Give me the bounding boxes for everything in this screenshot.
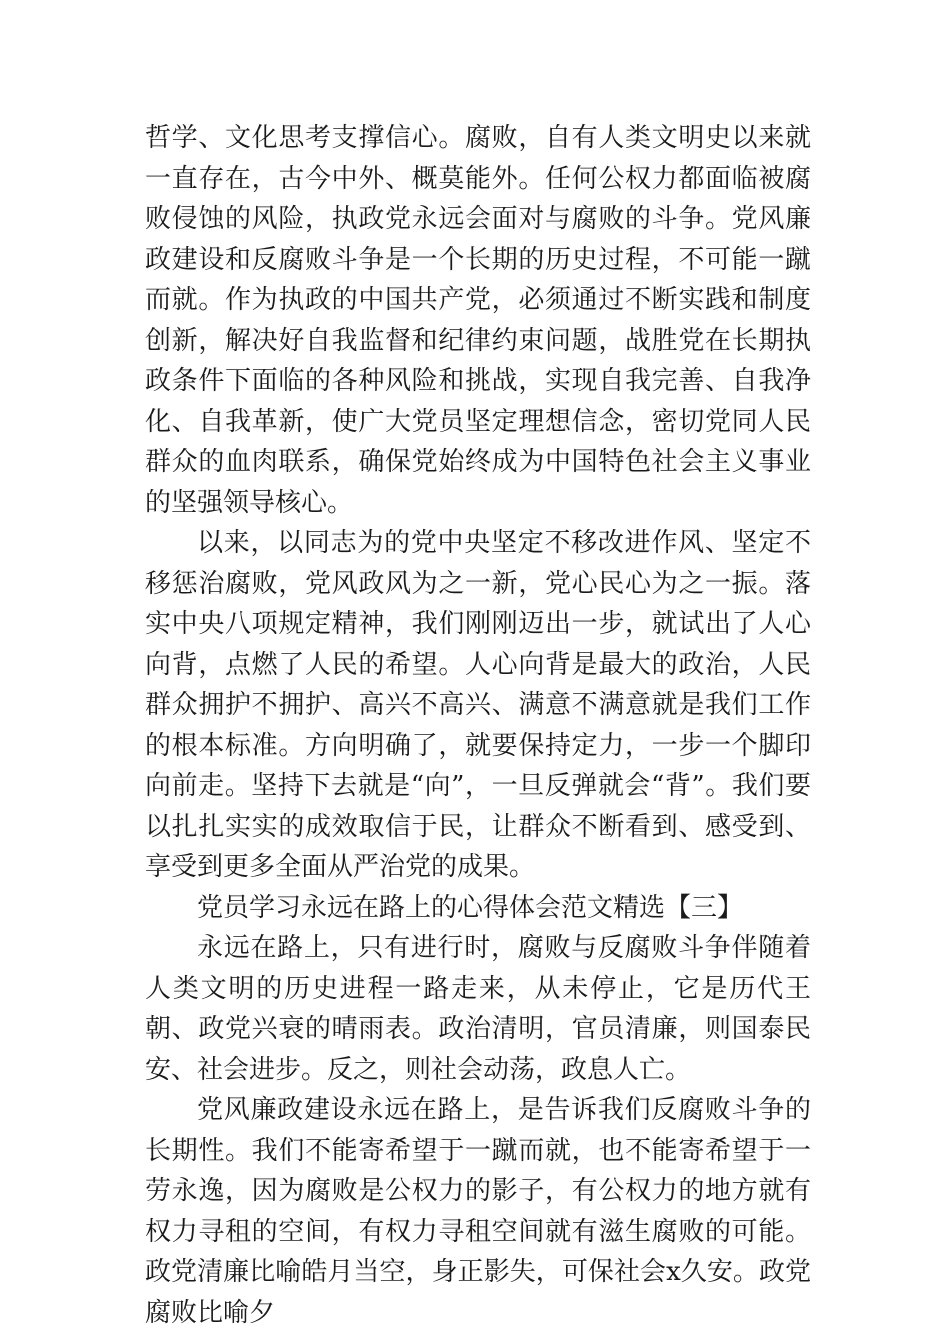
paragraph-always-on-the-road: 永远在路上，只有进行时，腐败与反腐败斗争伴随着人类文明的历史进程一路走来，从未停止，它是历代王朝、政党兴衰的晴雨表。政治清明，官员清廉，则国泰民安、社会进步。反之，则社会动荡，政息人亡。 — [145, 933, 811, 1085]
paragraph-party-conduct: 党风廉政建设永远在路上，是告诉我们反腐败斗争的长期性。我们不能寄希望于一蹴而就，也不能寄希望于一劳永逸，因为腐败是公权力的影子，有公权力的地方就有权力寻租的空间，有权力寻租空间就有滋生腐败的可能。政党清廉比喻皓月当空，身正影失，可保社会x久安。政党腐败比喻夕 — [145, 1095, 811, 1328]
document-page — [145, 118, 811, 1333]
paragraph-central-committee: 以来，以同志为的党中央坚定不移改进作风、坚定不移惩治腐败，党风政风为之一新，党心民心为之一振。落实中央八项规定精神，我们刚刚迈出一步，就试出了人心向背，点燃了人民的希望。人心向背是最大的政治，人民群众拥护不拥护、高兴不高兴、满意不满意就是我们工作的根本标准。方向明确了，就要保持定力，一步一个脚印向前走。坚持下去就是“向”，一旦反弹就会“背”。我们要以扎扎实实的成效取信于民，让群众不断看到、感受到、享受到更多全面从严治党的成果。 — [145, 528, 811, 882]
section-heading: 党员学习永远在路上的心得体会范文精选【三】 — [197, 892, 744, 923]
paragraph-continuation: 哲学、文化思考支撑信心。腐败，自有人类文明史以来就一直存在，古今中外、概莫能外。任何公权力都面临被腐败侵蚀的风险，执政党永远会面对与腐败的斗争。党风廉政建设和反腐败斗争是一个长期的历史过程，不可能一蹴而就。作为执政的中国共产党，必须通过不断实践和制度创新，解决好自我监督和纪律约束问题，战胜党在长期执政条件下面临的各种风险和挑战，实现自我完善、自我净化、自我革新，使广大党员坚定理想信念，密切党同人民群众的血肉联系，确保党始终成为中国特色社会主义事业的坚强领导核心。 — [145, 123, 811, 518]
